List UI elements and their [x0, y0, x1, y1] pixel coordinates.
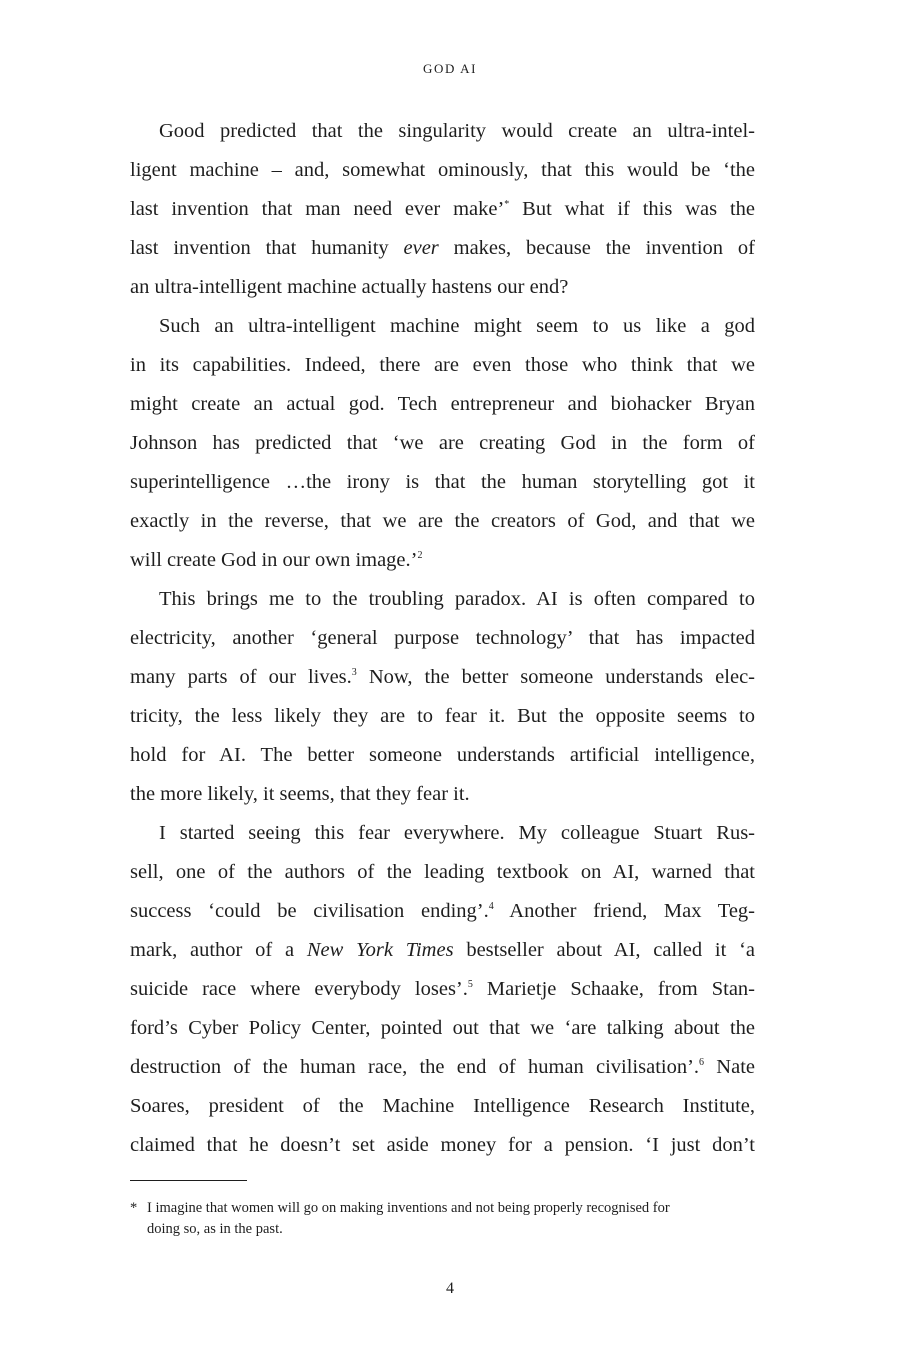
text-line: mark, author of a New York Times bestseller about AI, called it ‘a [130, 939, 756, 961]
text-line: I started seeing this fear everywhere. My colleague Stuart Rus- [159, 822, 755, 844]
footnote-marker: * [130, 1200, 138, 1216]
text-line: an ultra-intelligent machine actually hastens our end? [130, 276, 569, 298]
text-line: claimed that he doesn’t set aside money for a pension. ‘I just don’t [130, 1134, 755, 1156]
footnote-line: doing so, as in the past. [147, 1221, 283, 1237]
text-line: This brings me to the troubling paradox. AI is often compared to [159, 588, 755, 610]
text-line: will create God in our own image.’$^2$ [130, 549, 423, 571]
running-head: GOD AI [422, 61, 477, 76]
text-line: tricity, the less likely they are to fear it. But the opposite seems to [130, 705, 755, 727]
paragraph [130, 814, 755, 1165]
text-line: in its capabilities. Indeed, there are even those who think that we [130, 354, 755, 376]
text-line: Such an ultra-intelligent machine might seem to us like a god [159, 315, 755, 337]
paragraph [130, 112, 755, 307]
footnote [130, 1198, 755, 1240]
text-line: Soares, president of the Machine Intelligence Research Institute, [130, 1095, 755, 1117]
text-line: last invention that humanity ever makes, because the invention of [130, 237, 755, 259]
text-line: hold for AI. The better someone understands artificial intelligence, [130, 744, 755, 766]
text-line: electricity, another ‘general purpose technology’ that has impacted [130, 627, 755, 649]
footnote-rule [130, 1180, 247, 1181]
text-line: suicide race where everybody loses’.$^5$ Marietje Schaake, from Stan- [130, 978, 756, 1000]
text-line: Good predicted that the singularity would create an ultra-intel- [159, 120, 755, 142]
text-line: ford’s Cyber Policy Center, pointed out that we ‘are talking about the [130, 1017, 755, 1039]
text-line: sell, one of the authors of the leading textbook on AI, warned that [130, 861, 755, 883]
text-line: might create an actual god. Tech entrepreneur and biohacker Bryan [130, 393, 755, 415]
page-number: 4 [446, 1280, 454, 1297]
text-line: ligent machine – and, somewhat ominously, that this would be ‘the [130, 159, 755, 181]
text-line: last invention that man need ever make’* But what if this was the [130, 198, 755, 220]
paragraph [130, 580, 755, 814]
text-line: success ‘could be civilisation ending’.$^4$ Another friend, Max Teg- [130, 900, 756, 922]
footnote-line: I imagine that women will go on making inventions and not being properly recognised for [147, 1200, 670, 1216]
body-text [130, 112, 755, 1165]
text-line: superintelligence …the irony is that the human storytelling got it [130, 471, 755, 493]
footnote-text [147, 1198, 755, 1240]
text-line: many parts of our lives.$^3$ Now, the better someone understands elec- [130, 666, 755, 688]
text-line: the more likely, it seems, that they fear it. [130, 783, 470, 805]
text-line: destruction of the human race, the end of human civilisation’.$^6$ Nate [130, 1056, 755, 1078]
text-line: exactly in the reverse, that we are the creators of God, and that we [130, 510, 755, 532]
text-line: Johnson has predicted that ‘we are creating God in the form of [130, 432, 755, 454]
paragraph [130, 307, 755, 580]
